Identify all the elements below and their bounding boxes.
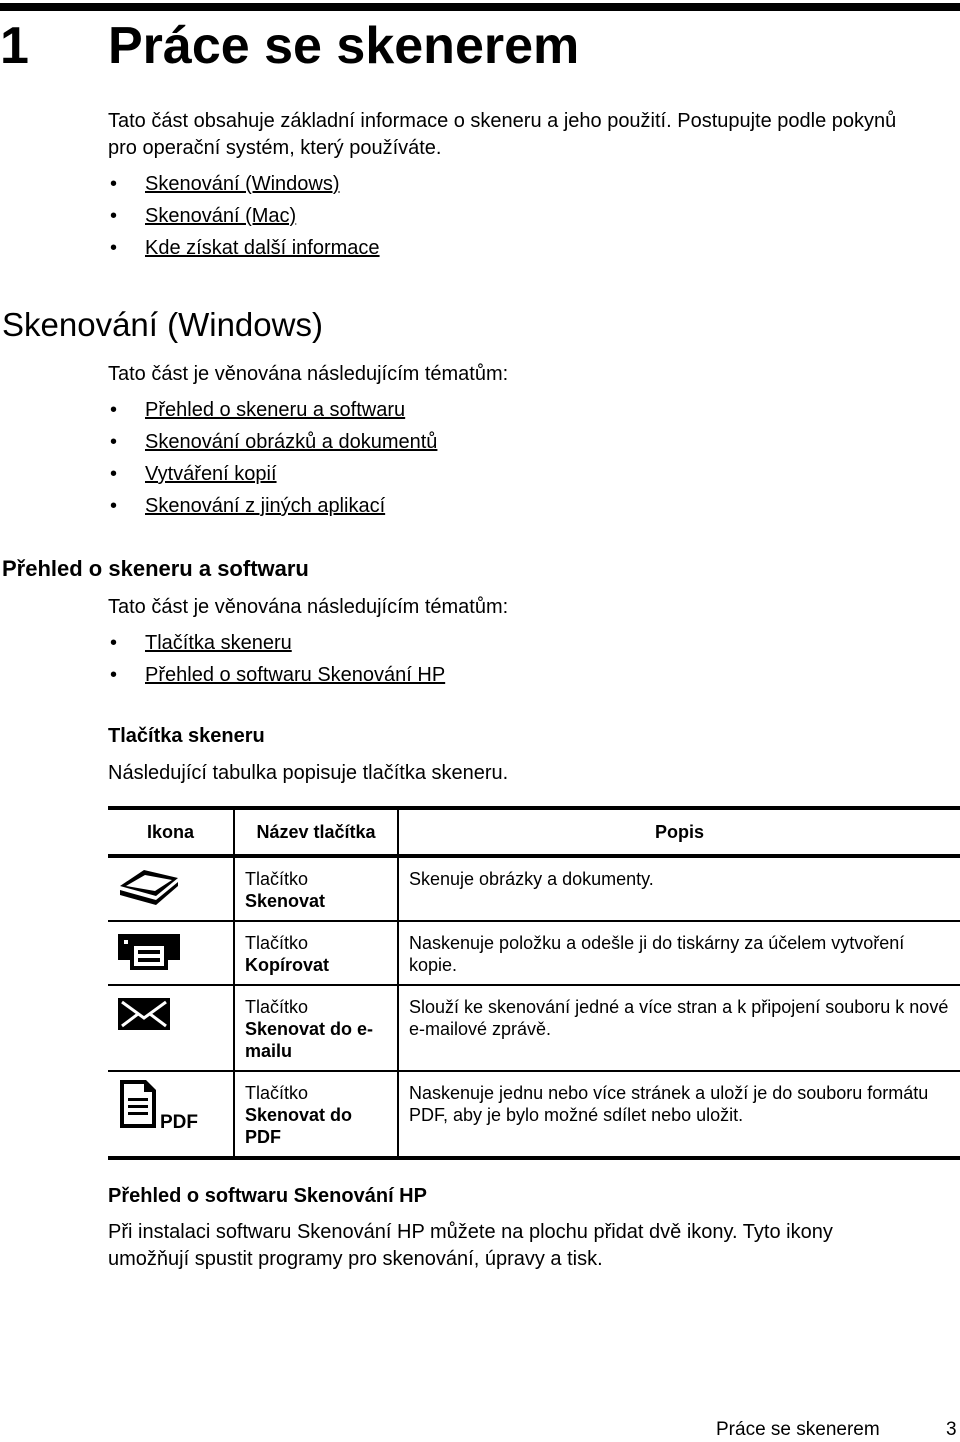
scanner-icon <box>116 864 182 908</box>
intro-paragraph <box>108 108 896 162</box>
header-ikona: Ikona <box>108 808 234 856</box>
chapter-title-text: Práce se skenerem <box>108 17 580 75</box>
list-item: • Skenování obrázků a dokumentů <box>110 431 438 453</box>
button-name: Skenovat do PDF <box>245 1105 353 1147</box>
buttons-table <box>108 806 960 1160</box>
button-name-label: Tlačítko <box>245 1083 309 1103</box>
chapter-title <box>0 16 579 76</box>
button-description: Skenuje obrázky a dokumenty. <box>398 856 960 921</box>
link-skenovani-windows[interactable]: Skenování (Windows) <box>145 173 340 195</box>
link-jine-aplikace[interactable]: Skenování z jiných aplikací <box>145 495 386 517</box>
overview-link-list <box>108 630 445 694</box>
button-name-label: Tlačítko <box>245 997 309 1017</box>
section-windows-lead: Tato část je věnována následujícím tématům: <box>108 363 509 385</box>
list-item: • Přehled o skeneru a softwaru <box>110 399 406 421</box>
list-item: • Skenování (Mac) <box>110 205 297 227</box>
section-heading-buttons: Tlačítka skeneru <box>108 725 265 747</box>
footer-page-number: 3 <box>946 1419 957 1440</box>
list-item: • Skenování (Windows) <box>110 173 340 195</box>
link-skenovani-mac[interactable]: Skenování (Mac) <box>145 205 297 227</box>
printer-icon <box>116 928 182 972</box>
intro-link-list <box>108 171 380 267</box>
header-nazev: Název tlačítka <box>234 808 398 856</box>
table-row <box>108 1071 960 1158</box>
section-heading-software: Přehled o softwaru Skenování HP <box>108 1185 427 1207</box>
link-dalsi-informace[interactable]: Kde získat další informace <box>145 237 380 259</box>
table-row <box>108 921 960 985</box>
table-row <box>108 856 960 921</box>
link-tlacitka-skeneru[interactable]: Tlačítka skeneru <box>145 632 292 654</box>
intro-line: Tato část obsahuje základní informace o skeneru a jeho použití. Postupujte podle pokynů <box>108 110 897 132</box>
link-prehled-skeneru[interactable]: Přehled o skeneru a softwaru <box>145 399 406 421</box>
footer-title: Práce se skenerem <box>716 1419 880 1440</box>
button-description: Slouží ke skenování jedné a více stran a k připojení souboru k nové e-mailové zprávě. <box>398 985 960 1071</box>
list-item: • Kde získat další informace <box>110 237 380 259</box>
list-item: • Přehled o softwaru Skenování HP <box>110 664 446 686</box>
link-vytvareni-kopii[interactable]: Vytváření kopií <box>145 463 277 485</box>
button-name-label: Tlačítko <box>245 933 309 953</box>
list-item: • Tlačítka skeneru <box>110 632 292 654</box>
header-popis: Popis <box>398 808 960 856</box>
windows-link-list <box>108 397 437 525</box>
chapter-number: 1 <box>0 17 29 75</box>
button-name: Skenovat <box>245 891 326 911</box>
button-name: Kopírovat <box>245 955 330 975</box>
button-name: Skenovat do e-mailu <box>245 1019 374 1061</box>
section-software-paragraph <box>108 1219 833 1273</box>
list-item: • Vytváření kopií <box>110 463 277 485</box>
software-line: Při instalaci softwaru Skenování HP můžete na plochu přidat dvě ikony. Tyto ikony <box>108 1221 833 1243</box>
pdf-document-icon <box>116 1078 206 1134</box>
envelope-icon <box>116 992 182 1036</box>
button-description: Naskenuje položku a odešle ji do tiskárny za účelem vytvoření kopie. <box>398 921 960 985</box>
section-heading-windows: Skenování (Windows) <box>2 306 323 343</box>
intro-line: pro operační systém, který používáte. <box>108 137 442 159</box>
button-name-label: Tlačítko <box>245 869 309 889</box>
table-row <box>108 985 960 1071</box>
button-description: Naskenuje jednu nebo více stránek a uloží je do souboru formátu PDF, aby je bylo možné sdílet nebo uložit. <box>398 1071 960 1158</box>
link-prehled-softwaru[interactable]: Přehled o softwaru Skenování HP <box>145 664 446 686</box>
section-buttons-lead: Následující tabulka popisuje tlačítka skeneru. <box>108 762 509 784</box>
table-header-row <box>108 808 960 856</box>
top-rule <box>0 3 960 11</box>
software-line: umožňují spustit programy pro skenování, úpravy a tisk. <box>108 1248 603 1270</box>
section-heading-overview: Přehled o skeneru a softwaru <box>2 556 309 581</box>
section-overview-lead: Tato část je věnována následujícím tématům: <box>108 596 509 618</box>
pdf-icon-label: PDF <box>160 1112 198 1133</box>
list-item: • Skenování z jiných aplikací <box>110 495 386 517</box>
link-skenovani-obrazku[interactable]: Skenování obrázků a dokumentů <box>145 431 438 453</box>
